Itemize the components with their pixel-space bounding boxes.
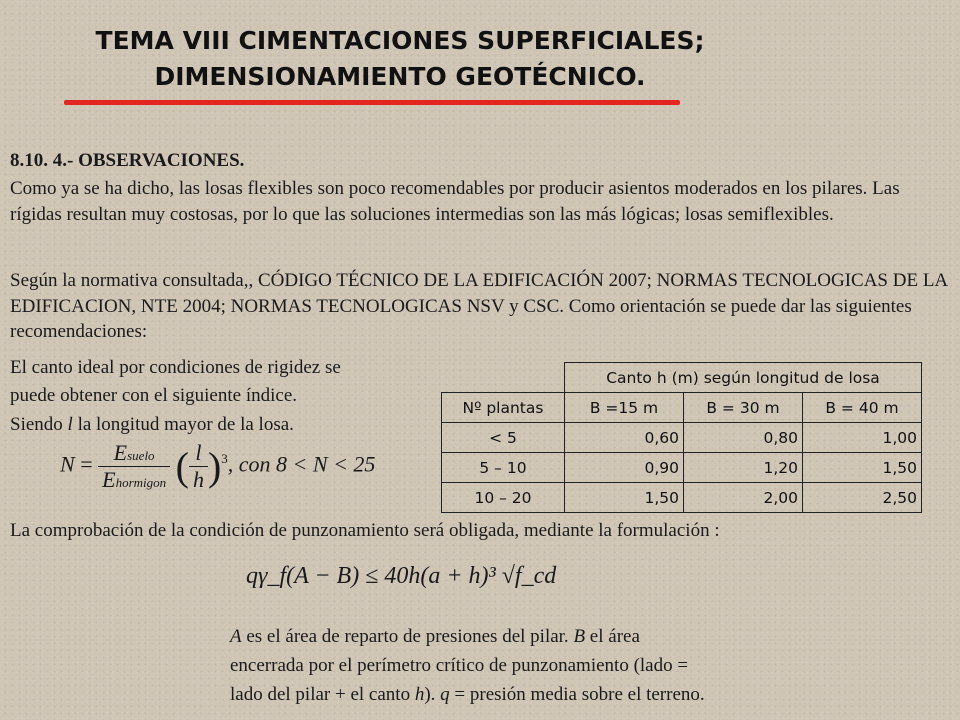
explanation-line-1: A es el área de reparto de presiones del pilar. B el área: [230, 626, 640, 647]
rigidity-text-line-1: El canto ideal por condiciones de rigidez se: [10, 357, 341, 378]
table-cell: 1,00: [803, 423, 922, 453]
section-heading: 8.10. 4.- OBSERVACIONES.: [10, 150, 245, 171]
table-header-cell: Nº plantas: [442, 393, 565, 423]
table-cell: < 5: [442, 423, 565, 453]
rigidity-index-formula: N = $\frac{\text{Esuelo}}{\text{Ehormigon}}$ ( $\frac{l}{h}$ )$^3$, con 8 < N < 25: [60, 440, 376, 492]
table-cell: 2,50: [803, 483, 922, 513]
table-cell: 1,50: [803, 453, 922, 483]
table-corner-cell: [442, 363, 565, 393]
table-row: [442, 483, 922, 513]
table-cell: 10 – 20: [442, 483, 565, 513]
table-header-cell: B =15 m: [565, 393, 684, 423]
table-caption: Canto h (m) según longitud de losa: [565, 363, 922, 393]
table-cell: 1,50: [565, 483, 684, 513]
table-row: [442, 423, 922, 453]
punching-text: La comprobación de la condición de punzonamiento será obligada, mediante la formulación :: [10, 520, 720, 541]
table-header-cell: B = 40 m: [803, 393, 922, 423]
rigidity-text-line-3: Siendo l la longitud mayor de la losa.: [10, 414, 294, 435]
table-cell: 0,90: [565, 453, 684, 483]
canto-table: [441, 362, 922, 513]
slide-title-line-1: TEMA VIII CIMENTACIONES SUPERFICIALES;: [95, 26, 705, 55]
table-row: [442, 453, 922, 483]
table-header-cell: B = 30 m: [684, 393, 803, 423]
explanation-line-3: lado del pilar + el canto h). q = presión media sobre el terreno.: [230, 684, 705, 705]
punching-formula: qγ_f(A − B) ≤ 40h(a + h)³ √f_cd: [246, 563, 557, 589]
table-cell: 2,00: [684, 483, 803, 513]
slide-title-line-2: DIMENSIONAMIENTO GEOTÉCNICO.: [154, 62, 646, 91]
explanation-line-2: encerrada por el perímetro crítico de punzonamiento (lado =: [230, 655, 689, 676]
table-cell: 1,20: [684, 453, 803, 483]
table-cell: 0,60: [565, 423, 684, 453]
paragraph-losas: Como ya se ha dicho, las losas flexibles son poco recomendables por producir asientos moderados en los pilares. Las rígidas resultan muy costosas, por lo que las soluciones intermedias son las más lógicas; losas semiflexibles.: [10, 178, 900, 225]
paragraph-normativa: Según la normativa consultada,, CÓDIGO TÉCNICO DE LA EDIFICACIÓN 2007; NORMAS TECNOLOGICAS DE LA EDIFICACION, NTE 2004; NORMAS TECNOLOGICAS NSV y CSC. Como orientación se puede dar las siguientes recomendaciones:: [10, 270, 948, 342]
table-cell: 5 – 10: [442, 453, 565, 483]
table-header-row: [442, 393, 922, 423]
table-cell: 0,80: [684, 423, 803, 453]
title-underline: [64, 100, 680, 105]
rigidity-text-line-2: puede obtener con el siguiente índice.: [10, 385, 298, 406]
